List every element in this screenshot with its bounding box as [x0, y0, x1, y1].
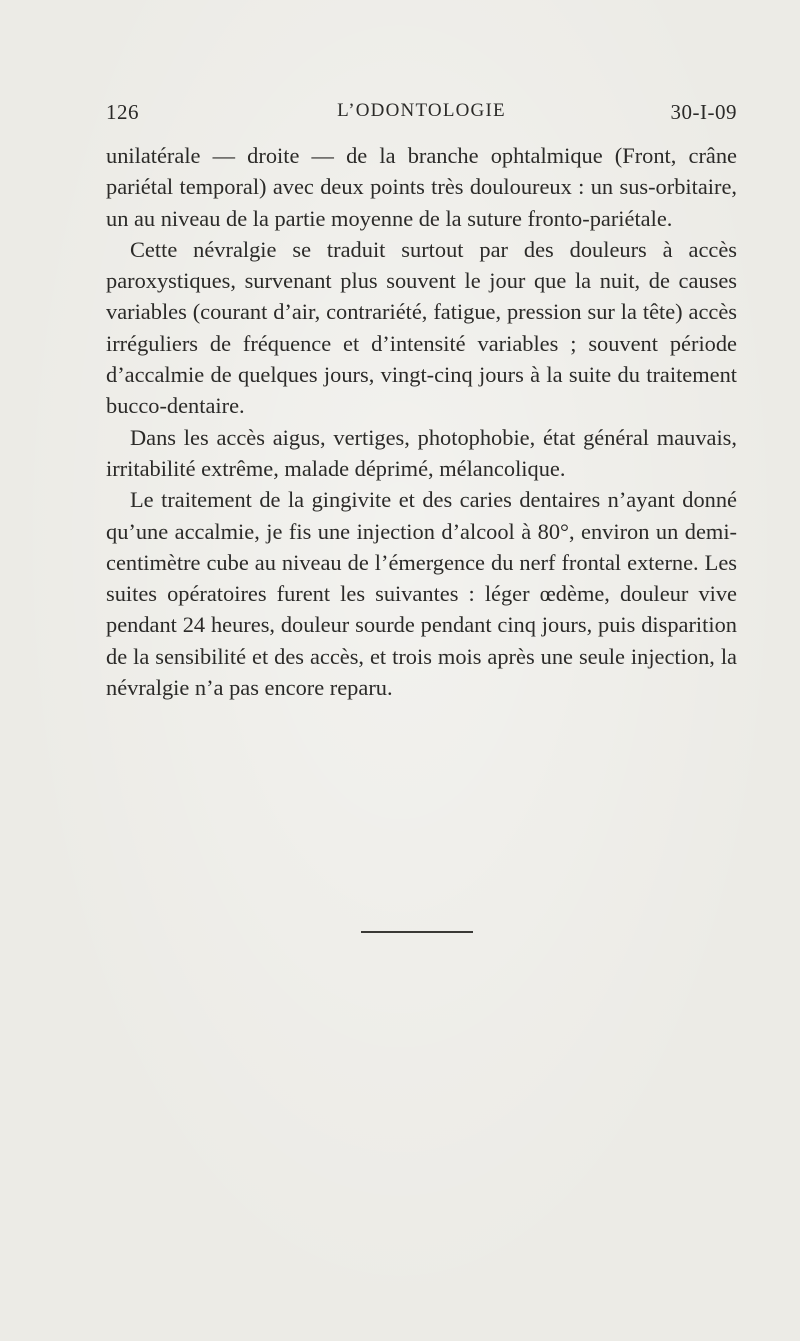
journal-title: L’ODONTOLOGIE — [337, 100, 506, 121]
page-number: 126 — [106, 100, 139, 124]
paragraph: Cette névralgie se traduit surtout par des douleurs à accès paroxystiques, survenant plus souvent le jour que la nuit, de causes variables (courant d’air, contrariété, fatigue, pression sur la tête) accès irréguliers de fréquence et d’intensité variables ; souvent période d’accalmie de quelques jours, vingt-cinq jours à la suite du traitement bucco-dentaire. — [106, 236, 737, 419]
section-end-rule — [361, 931, 473, 933]
running-head — [106, 100, 737, 132]
issue-date: 30-I-09 — [670, 100, 737, 124]
paragraph: Dans les accès aigus, vertiges, photophobie, état général mauvais, irritabilité extrême, malade déprimé, mélancolique. — [106, 424, 737, 481]
paragraph: Le traitement de la gingivite et des caries dentaires n’ayant donné qu’une accalmie, je fis une injection d’alcool à 80°, environ un demi-centimètre cube au niveau de l’émergence du nerf frontal externe. Les suites opératoires furent les suivantes : léger œdème, douleur vive pendant 24 heures, douleur sourde pendant cinq jours, puis disparition de la sensibilité et des accès, et trois mois après une seule injection, la névralgie n’a pas encore reparu. — [106, 487, 737, 701]
article-body — [106, 140, 737, 703]
paragraph-continued: unilatérale — droite — de la branche ophtalmique (Front, crâne pariétal temporal) avec deux points très douloureux : un sus-orbitaire, un au niveau de la partie moyenne de la suture fronto-pariétale. — [106, 143, 737, 231]
